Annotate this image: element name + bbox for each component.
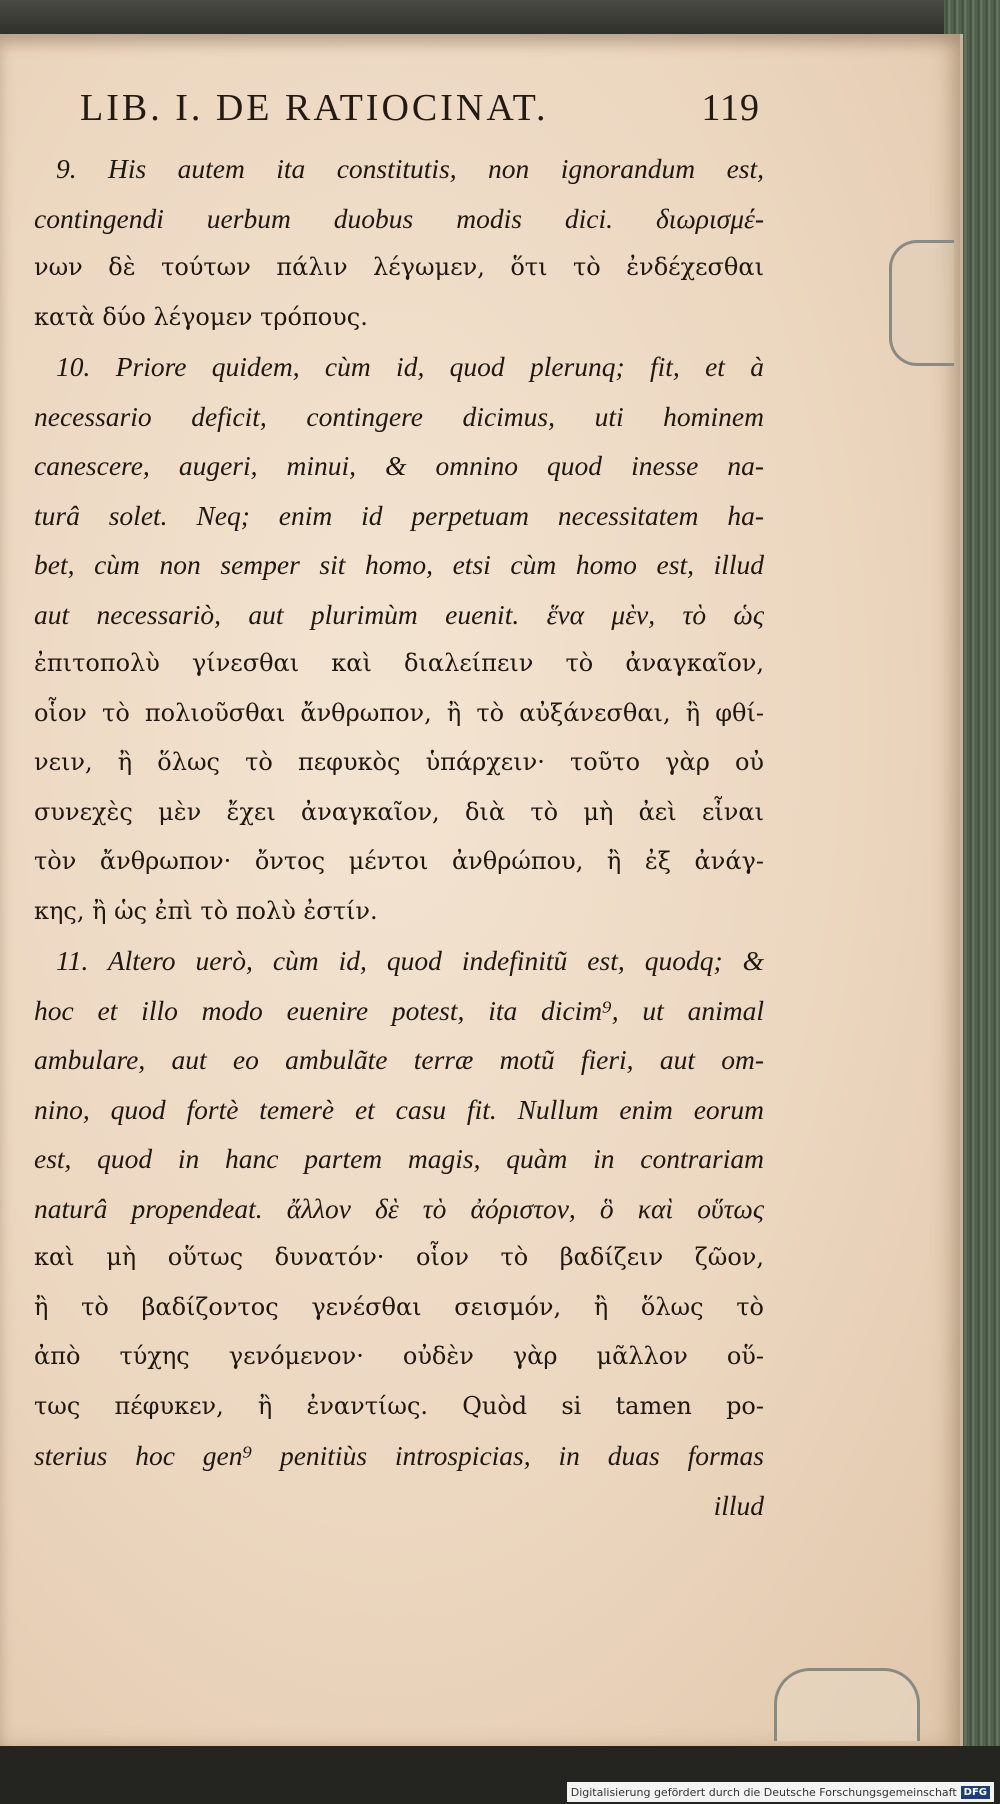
text-line: 9. His autem ita constitutis, non ignorandum est, <box>56 153 764 184</box>
text-line: illud <box>713 1489 764 1521</box>
scan-top-border <box>0 0 1000 36</box>
text-line: bet, cùm non semper sit homo, etsi cùm homo est, illud <box>34 549 764 580</box>
text-line: ἀπὸ τύχης γενόμενον· οὐδὲν γὰρ μᾶλλον οὕ- <box>34 1342 764 1370</box>
text-line: 11. Altero uerò, cùm id, quod indefinitũ est, quodq; & <box>56 945 764 976</box>
footer-credit <box>567 1782 994 1802</box>
running-header <box>80 80 760 136</box>
text-line: τὸν ἄνθρωπον· ὄντος μέντοι ἀνθρώπου, ἢ ἐξ ἀνάγ- <box>34 847 764 875</box>
text-line: sterius hoc gen⁹ penitiùs introspicias, in duas formas <box>34 1440 764 1471</box>
text-line: aut necessariò, aut plurimùm euenit. ἕνα μὲν, τὸ ὡς <box>34 598 764 630</box>
page-text-block <box>34 144 764 1530</box>
text-line: οἷον τὸ πολιοῦσθαι ἄνθρωπον, ἢ τὸ αὐξάνεσθαι, ἢ φθί- <box>34 698 764 727</box>
text-line: contingendi uerbum duobus modis dici. διωρισμέ- <box>34 202 764 234</box>
text-line: hoc et illo modo euenire potest, ita dicim⁹, ut animal <box>34 994 764 1026</box>
text-line: ambulare, aut eo ambulãte terræ motũ fieri, aut om- <box>34 1044 764 1075</box>
text-line: canescere, augeri, minui, & omnino quod inesse na- <box>34 450 764 481</box>
text-line: νειν, ἢ ὅλως τὸ πεφυκὸς ὑπάρχειν· τοῦτο γὰρ οὐ <box>34 748 764 776</box>
text-line: est, quod in hanc partem magis, quàm in contrariam <box>34 1143 764 1174</box>
text-line: 10. Priore quidem, cùm id, quod plerunq; fit, et à <box>56 351 764 382</box>
text-line: turâ solet. Neq; enim id perpetuam necessitatem ha- <box>34 499 764 531</box>
text-line: necessario deficit, contingere dicimus, uti hominem <box>34 400 764 432</box>
page-bottom-tab-marker <box>774 1668 920 1741</box>
footer-credit-text: Digitalisierung gefördert durch die Deutsche Forschungsgemeinschaft <box>570 1785 957 1799</box>
page-tab-marker <box>889 240 954 366</box>
text-line: καὶ μὴ οὕτως δυνατόν· οἷον τὸ βαδίζειν ζῶον, <box>34 1243 764 1271</box>
page-number: 119 <box>701 87 760 129</box>
text-line: νων δὲ τούτων πάλιν λέγωμεν, ὅτι τὸ ἐνδέχεσθαι <box>34 253 764 281</box>
text-line: τως πέφυκεν, ἢ ἐναντίως. Quòd si tamen po- <box>34 1391 764 1420</box>
text-line: nino, quod fortè temerè et casu fit. Nullum enim eorum <box>34 1093 764 1125</box>
text-line: κατὰ δύο λέγομεν τρόπους. <box>34 302 368 331</box>
dfg-logo: DFG <box>961 1786 990 1799</box>
text-line: κης, ἢ ὡς ἐπὶ τὸ πολὺ ἐστίν. <box>34 896 378 925</box>
text-line: συνεχὲς μὲν ἔχει ἀναγκαῖον, διὰ τὸ μὴ ἀεὶ εἶναι <box>34 797 764 826</box>
text-line: naturâ propendeat. ἄλλον δὲ τὸ ἀόριστον, ὃ καὶ οὕτως <box>34 1192 764 1224</box>
text-line: ἢ τὸ βαδίζοντος γενέσθαι σεισμόν, ἢ ὅλως τὸ <box>34 1292 764 1321</box>
running-title: LIB. I. DE RATIOCINAT. <box>80 87 549 129</box>
text-line: ἐπιτοπολὺ γίνεσθαι καὶ διαλείπειν τὸ ἀναγκαῖον, <box>34 649 764 677</box>
